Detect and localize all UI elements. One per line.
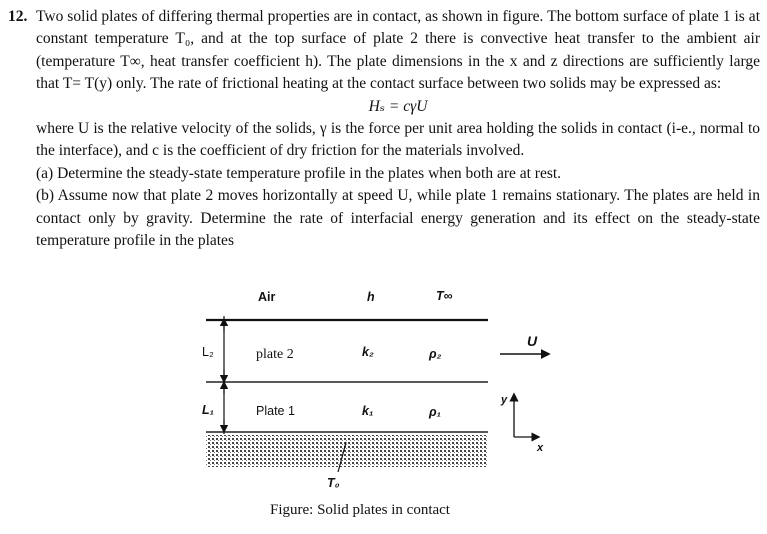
plates-diagram (196, 282, 568, 530)
plate1-label: Plate 1 (256, 404, 295, 418)
t0-label: T₀ (327, 476, 340, 490)
k2-label: k₂ (362, 345, 374, 359)
plate2-label: plate 2 (256, 347, 294, 362)
figure-caption: Figure: Solid plates in contact (270, 502, 450, 518)
heating-formula: Hₛ = cγU (368, 97, 428, 115)
air-label: Air (258, 290, 276, 304)
part-a-text: (a) Determine the steady-state temperature profile in the plates when both are at rest. (36, 164, 562, 182)
u-label: U (527, 333, 538, 349)
t-inf-label: T∞ (436, 289, 453, 303)
plates-figure (196, 282, 568, 530)
l1-label: L₁ (202, 403, 215, 417)
y-label: y (501, 394, 508, 406)
h-label: h (367, 290, 375, 304)
problem-intro (8, 6, 760, 96)
isothermal-base (206, 435, 488, 467)
k1-label: k₁ (362, 404, 374, 418)
rho1-label: ρ₁ (429, 405, 441, 419)
rho2-label: ρ₂ (429, 347, 442, 361)
l2-label: L₂ (202, 345, 214, 359)
problem-number: 12. (8, 8, 28, 25)
problem-text (8, 6, 760, 252)
part-b-text: (b) Assume now that plate 2 moves horizontally at speed U, while plate 1 remains stationary. The plates are held in contact only by gravity. Determine the rate of interfacial energy generation and its effect on the steady-state temperature profile in the plates (36, 187, 760, 250)
x-label: x (537, 442, 544, 454)
problem-intro-text: Two solid plates of differing thermal properties are in contact, as shown in figure. The bottom surface of plate 1 is at constant temperature T₀, and at the top surface of plate 2 there is convective heat transfer to the ambient air (temperature T∞, heat transfer coefficient h). The plate dimensions in the x and z directions are sufficiently large that T= T(y) only. The rate of frictional heating at the contact surface between two solids may be expressed as: (36, 8, 760, 93)
definition-text: where U is the relative velocity of the solids, γ is the force per unit area holding the solids in contact (i-e., normal to the interface), and c is the coefficient of dry friction for the materials involved. (36, 120, 760, 160)
